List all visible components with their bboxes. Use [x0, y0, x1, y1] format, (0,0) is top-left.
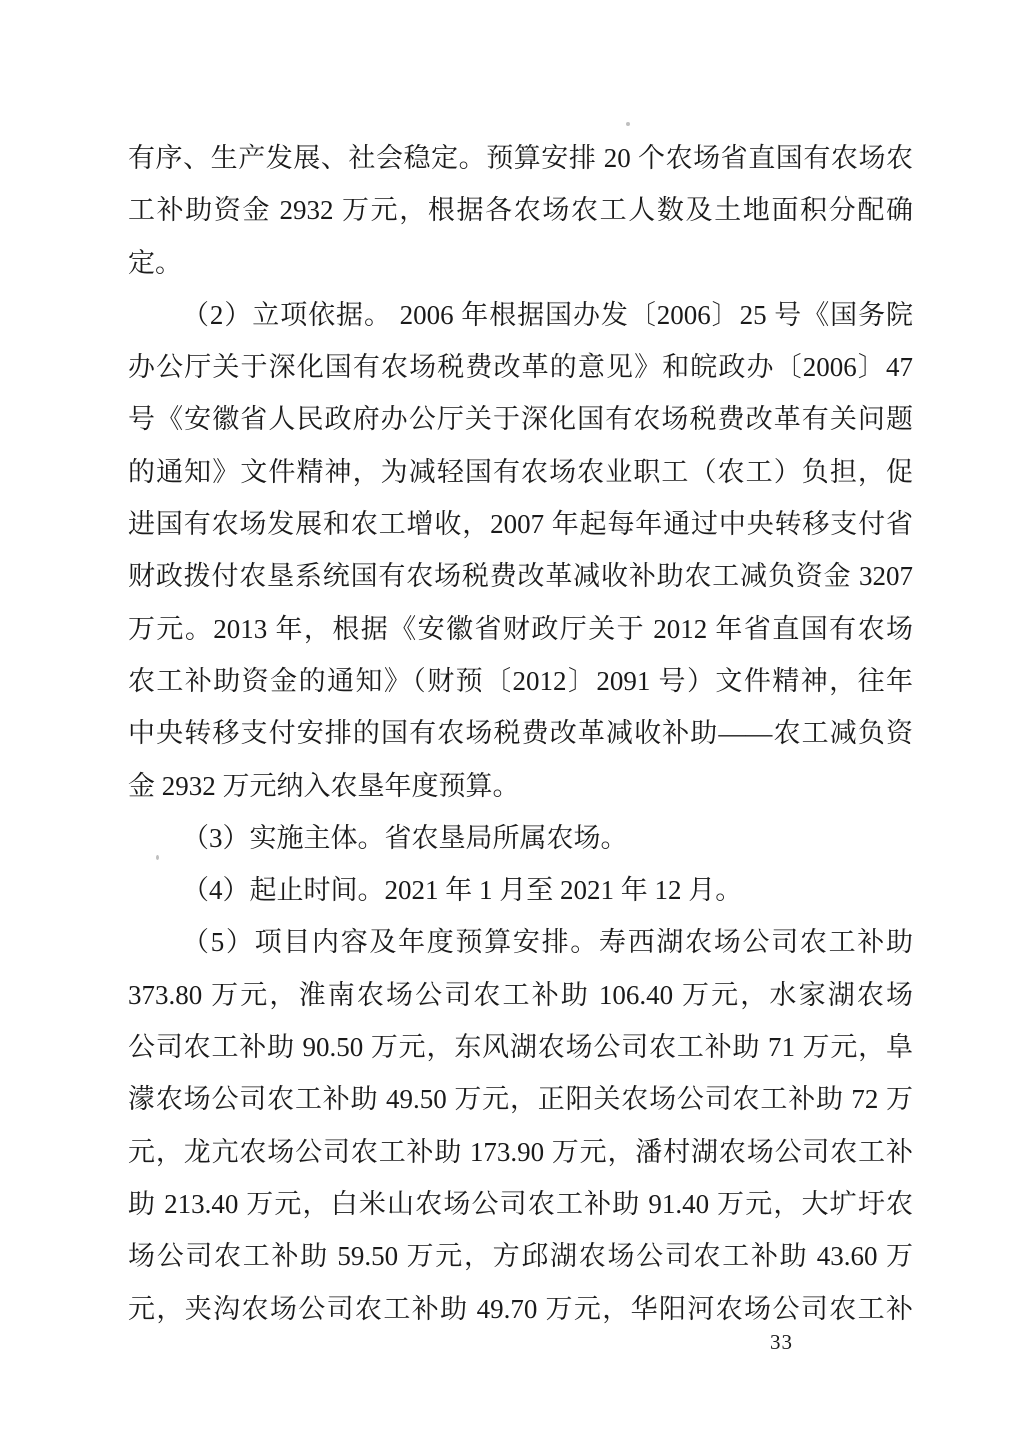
text-line: 元，龙亢农场公司农工补助 173.90 万元，潘村湖农场公司农工补: [128, 1136, 913, 1167]
text-line: 有序、生产发展、社会稳定。预算安排 20 个农场省直国有农场农: [128, 143, 913, 173]
text-line: 元，夹沟农场公司农工补助 49.70 万元，华阳河农场公司农工补: [128, 1293, 913, 1324]
page-number: 33: [770, 1330, 793, 1354]
text-line: 助 213.40 万元，白米山农场公司农工补助 91.40 万元，大圹圩农: [128, 1188, 913, 1219]
text-line: 的通知》文件精神，为减轻国有农场农业职工（农工）负担，促: [128, 456, 913, 487]
text-line: 农工补助资金的通知》（财预〔2012〕2091 号）文件精神，往年: [128, 665, 913, 696]
text-line: （5）项目内容及年度预算安排。寿西湖农场公司农工补助: [182, 927, 913, 958]
text-line: 373.80 万元，淮南农场公司农工补助 106.40 万元，水家湖农场: [128, 979, 913, 1010]
scan-speck: [626, 122, 630, 126]
text-block: [128, 132, 913, 1335]
text-line: 场公司农工补助 59.50 万元，方邱湖农场公司农工补助 43.60 万: [128, 1241, 913, 1272]
text-line: 进国有农场发展和农工增收，2007 年起每年通过中央转移支付省: [128, 509, 913, 540]
text-line: 中央转移支付安排的国有农场税费改革减收补助——农工减负资: [128, 718, 913, 749]
scan-speck: [156, 855, 159, 860]
text-line: （2）立项依据。 2006 年根据国办发〔2006〕25 号《国务院: [182, 299, 913, 330]
text-line: 公司农工补助 90.50 万元，东风湖农场公司农工补助 71 万元，阜: [128, 1032, 913, 1063]
text-line: 财政拨付农垦系统国有农场税费改革减收补助农工减负资金 3207: [128, 561, 913, 592]
text-line: 办公厅关于深化国有农场税费改革的意见》和皖政办〔2006〕47: [128, 352, 913, 383]
text-line: 工补助资金 2932 万元，根据各农场农工人数及土地面积分配确: [128, 195, 913, 226]
text-line: 万元。2013 年，根据《安徽省财政厅关于 2012 年省直国有农场: [128, 613, 913, 644]
text-line: （3）实施主体。省农垦局所属农场。: [182, 822, 628, 853]
text-line: 号《安徽省人民政府办公厅关于深化国有农场税费改革有关问题: [128, 404, 913, 435]
text-line: 定。: [128, 247, 182, 278]
text-line: 濛农场公司农工补助 49.50 万元，正阳关农场公司农工补助 72 万: [128, 1084, 913, 1115]
text-line: 金 2932 万元纳入农垦年度预算。: [128, 770, 520, 801]
text-line: （4）起止时间。2021 年 1 月至 2021 年 12 月。: [182, 875, 743, 906]
